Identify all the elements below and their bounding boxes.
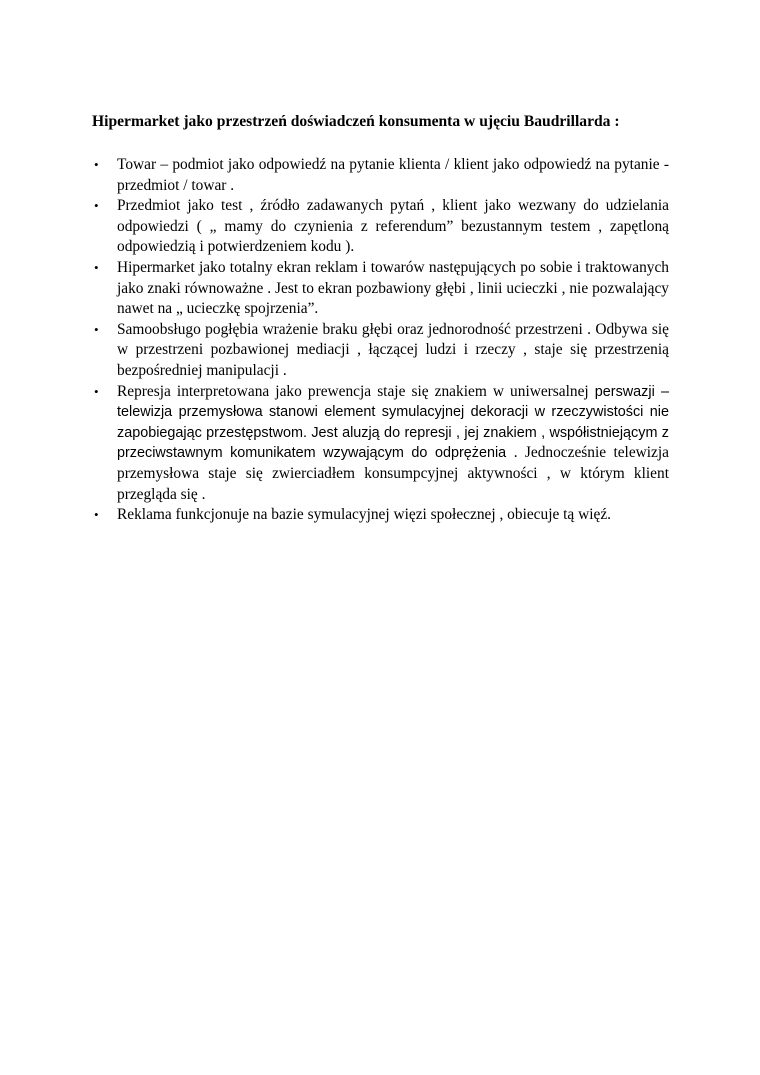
list-item bbox=[92, 382, 669, 506]
bullet-icon: • bbox=[94, 507, 99, 523]
bullet-list bbox=[92, 155, 669, 526]
list-item-text-part: Represja interpretowana jako prewencja staje się znakiem w uniwersalnej bbox=[117, 382, 595, 400]
list-item bbox=[92, 258, 669, 320]
list-item-text: Samoobsługo pogłębia wrażenie braku głębi oraz jednorodność przestrzeni . Odbywa się w przestrzeni pozbawionej mediacji , łączącej ludzi i rzeczy , staje się przestrzenią bezpośredniej manipulacji . bbox=[117, 320, 669, 379]
list-item-text-part: perswazji – telewizja przemysłowa stanowi element symulacyjnej dekoracji w rzeczywistości nie zapobiegając przestępstwom. Jest aluzją do represji , jej znakiem , współistniejącym z przeciwstawnym komunikatem wzywającym do odprężenia bbox=[117, 383, 669, 462]
list-item-text-part: . Jednocześnie telewizja przemysłowa staje się zwierciadłem konsumpcyjnej aktywności , w którym klient przegląda się . bbox=[117, 444, 669, 503]
list-item bbox=[92, 196, 669, 258]
document-content bbox=[92, 112, 669, 526]
bullet-icon: • bbox=[94, 198, 99, 214]
document-title: Hipermarket jako przestrzeń doświadczeń konsumenta w ujęciu Baudrillarda : bbox=[92, 113, 620, 130]
bullet-icon: • bbox=[94, 259, 99, 275]
list-item-text: Przedmiot jako test , źródło zadawanych pytań , klient jako wezwany do udzielania odpowiedzi ( „ mamy do czynienia z referendum” bezustannym testem , zapętloną odpowiedzią i potwierdzeniem kodu ). bbox=[117, 197, 669, 256]
list-item bbox=[92, 155, 669, 196]
list-item-text: Towar – podmiot jako odpowiedź na pytanie klienta / klient jako odpowiedź na pytanie - przedmiot / towar . bbox=[117, 156, 669, 194]
list-item-text: Reklama funkcjonuje na bazie symulacyjnej więzi społecznej , obiecuje tą więź. bbox=[117, 506, 612, 524]
bullet-icon: • bbox=[94, 321, 99, 337]
bullet-icon: • bbox=[94, 157, 99, 172]
bullet-icon: • bbox=[94, 383, 99, 399]
list-item-text: Hipermarket jako totalny ekran reklam i towarów następujących po sobie i traktowanych jako znaki równoważne . Jest to ekran pozbawiony głębi , linii ucieczki , nie pozwalający nawet na „ ucieczkę spojrzenia”. bbox=[117, 258, 669, 318]
list-item bbox=[92, 320, 669, 382]
list-item bbox=[92, 505, 669, 526]
